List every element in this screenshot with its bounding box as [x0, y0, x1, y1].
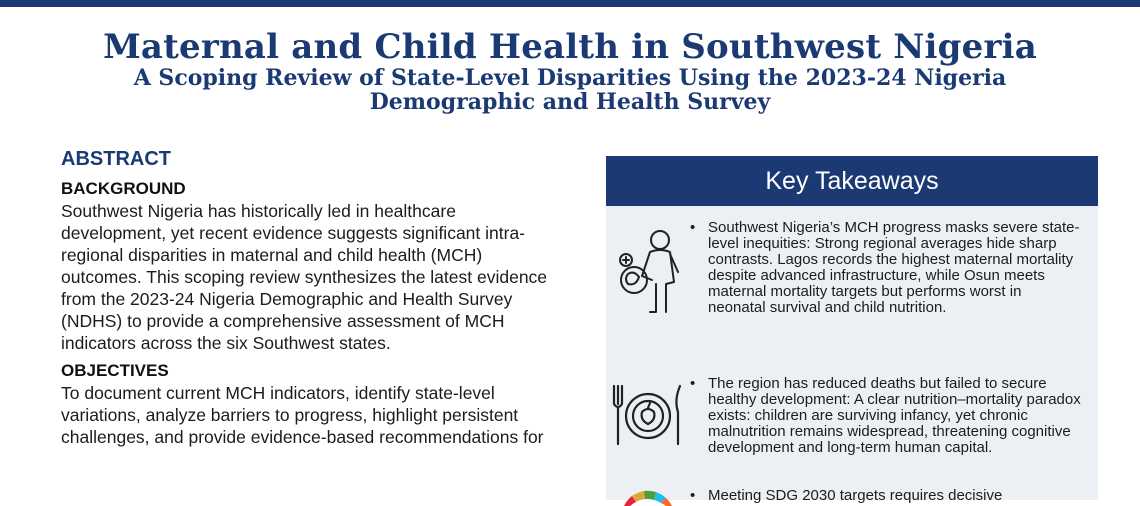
key-takeaways-panel	[606, 156, 1098, 504]
takeaway-text-1: • Southwest Nigeria’s MCH progress masks severe state-level inequities: Strong regional averages hide sharp contrasts. Lagos records the highest maternal mortality despite advanced infrastructure, while Osun meets maternal mortality targets but performs worst in neonatal survival and child nutrition.	[690, 220, 1082, 316]
key-takeaways-heading: Key Takeaways	[606, 156, 1098, 206]
abstract-section	[61, 146, 561, 448]
takeaway-text-3: • Meeting SDG 2030 targets requires decisive	[690, 488, 1082, 504]
top-accent-bar	[0, 0, 1140, 7]
takeaway-list-2	[690, 376, 1082, 456]
page-header	[0, 28, 1140, 114]
page-subtitle-line-1: A Scoping Review of State-Level Disparities Using the 2023-24 Nigeria	[133, 65, 1007, 91]
page-subtitle-line-2: Demographic and Health Survey	[369, 89, 771, 115]
mother-child-icon	[612, 224, 684, 318]
page-title: Maternal and Child Health in Southwest Nigeria	[103, 27, 1037, 67]
sdg-wheel-icon	[616, 490, 680, 506]
background-text: Southwest Nigeria has historically led in healthcare development, yet recent evidence suggests significant intra-regional disparities in maternal and child health (MCH) outcomes. This scoping review synthesizes the latest evidence from the 2023-24 Nigeria Demographic and Health Survey (NDHS) to provide a comprehensive assessment of MCH indicators across the six Southwest states.	[61, 201, 548, 353]
objectives-text: To document current MCH indicators, identify state-level variations, analyze barriers to progress, highlight persistent challenges, and provide evidence-based recommendations for	[61, 383, 544, 447]
abstract-heading: ABSTRACT	[61, 148, 171, 170]
takeaway-list-1	[690, 220, 1082, 316]
takeaway-list-3	[690, 488, 1082, 504]
objectives-heading: OBJECTIVES	[61, 361, 169, 380]
nutrition-plate-icon	[608, 380, 690, 450]
background-heading: BACKGROUND	[61, 179, 186, 198]
takeaway-text-2: • The region has reduced deaths but failed to secure healthy development: A clear nutrition–mortality paradox exists: children are surviving infancy, yet chronic malnutrition remains widespread, threatening cognitive development and long-term human capital.	[690, 376, 1082, 456]
